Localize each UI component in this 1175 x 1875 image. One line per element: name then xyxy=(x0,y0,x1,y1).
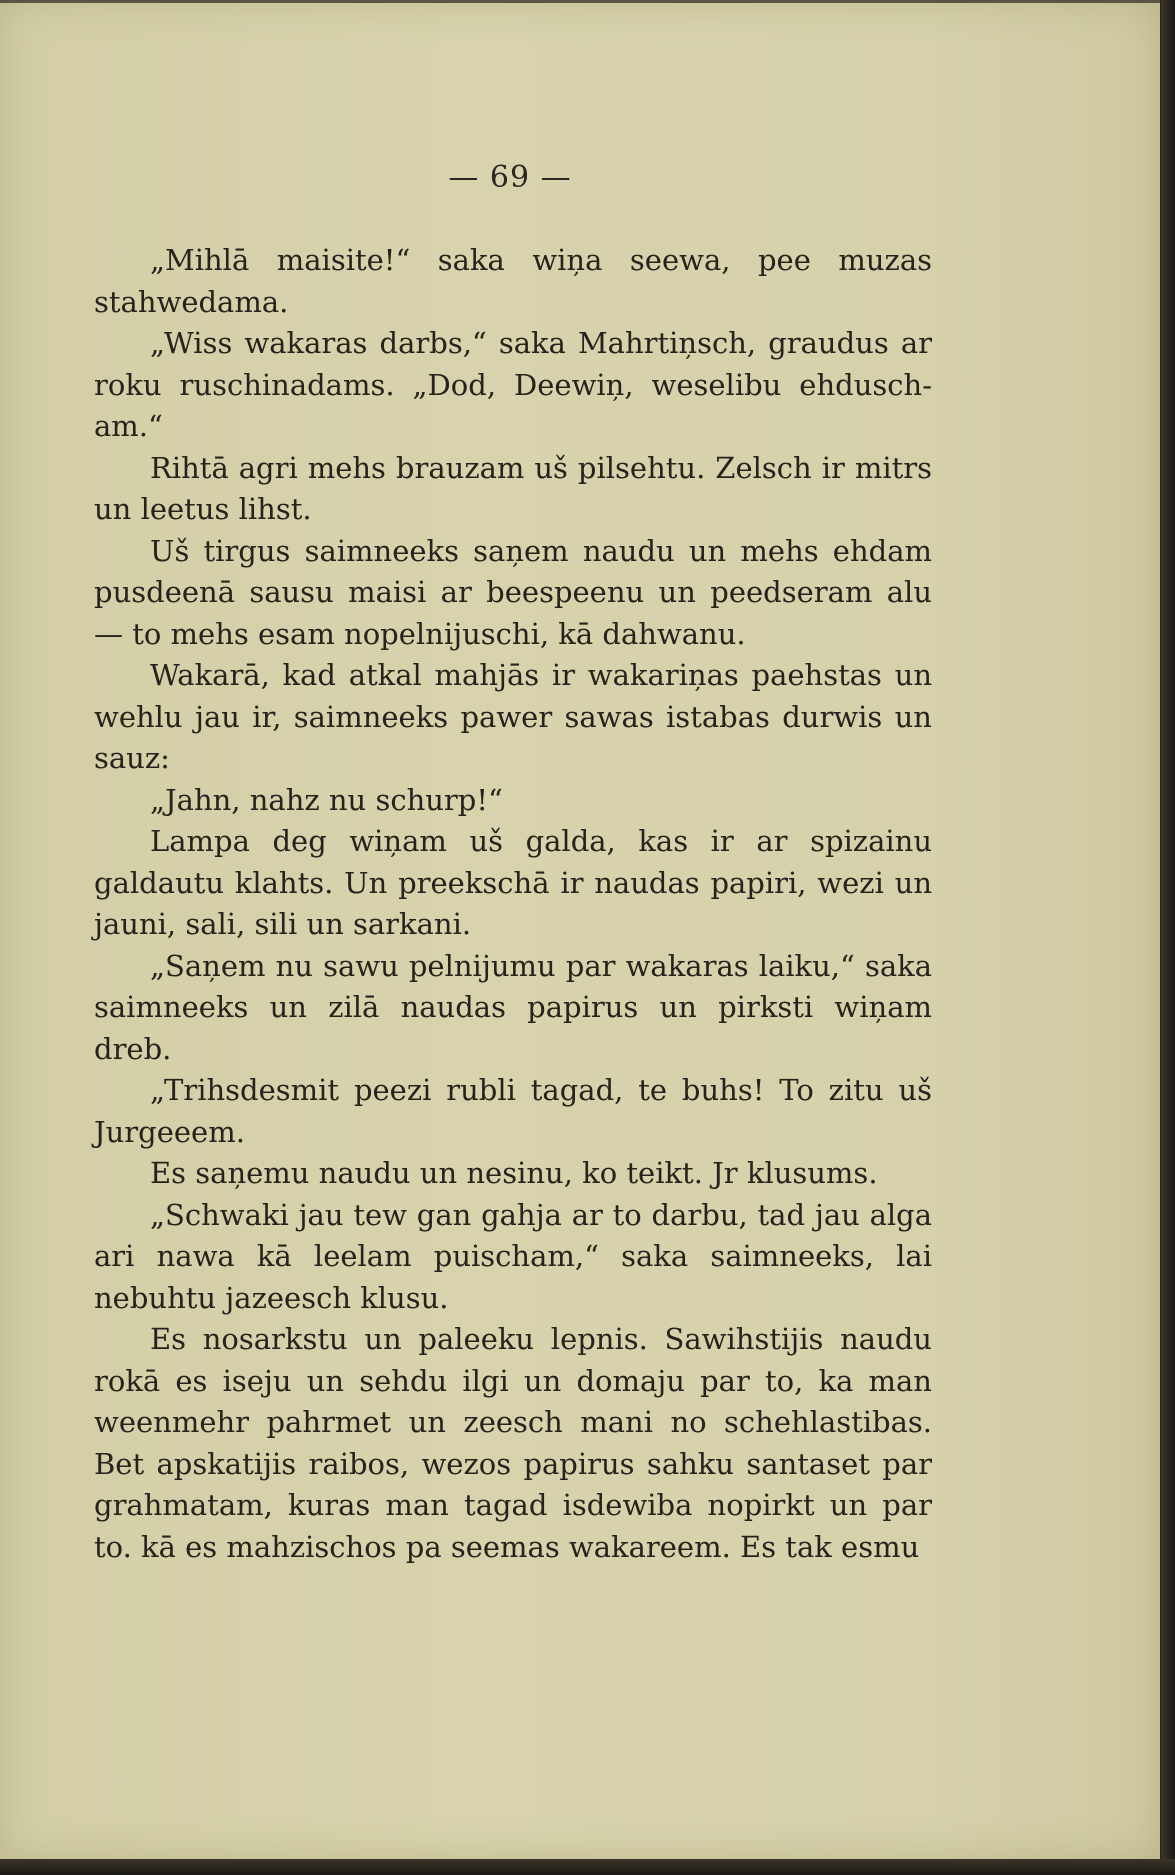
paragraph: „Wiss wakaras darbs,“ saka Mahrtiņsch, graudus ar roku ruschinadams. „Dod, Deewiņ, weselibu ehduscham.“ xyxy=(94,326,932,443)
paragraph: Uš tirgus saimneeks saņem naudu un mehs ehdam pusdeenā sausu maisi ar beespeenu un peedseram alu — to mehs esam nopelnijuschi, kā dahwanu. xyxy=(94,533,932,651)
paragraph: Lampa deg wiņam uš galda, kas ir ar spizainu galdautu klahts. Un preekschā ir naudas papiri, wezi un jauni, sali, sili un sarkani. xyxy=(94,824,932,941)
page-number: — 69 — xyxy=(448,160,572,195)
paragraph: „Jahn, nahz nu schurp!“ xyxy=(150,782,503,817)
paragraph: Rihtā agri mehs brauzam uš pilsehtu. Zelsch ir mitrs un leetus lihst. xyxy=(94,450,932,526)
page-top-border xyxy=(0,0,1160,3)
paragraph: Wakarā, kad atkal mahjās ir wakariņas paehstas un wehlu jau ir, saimneeks pawer sawas istabas durwis un sauz: xyxy=(94,658,932,775)
paragraph: „Mihlā maisite!“ saka wiņa seewa, pee muzas stahwedama. xyxy=(94,243,932,319)
paragraph: „Saņem nu sawu pelnijumu par wakaras laiku,“ saka saimneeks un zilā naudas papirus un pirksti wiņam dreb. xyxy=(94,948,932,1066)
page-bottom-edge xyxy=(0,1859,1175,1875)
paragraph: Es nosarkstu un paleeku lepnis. Sawihstijis naudu rokā es iseju un sehdu ilgi un domaju par to, ka man weenmehr pahrmet un zeesch mani no schehlastibas. Bet apskatijis raibos, wezos papirus sahku santaset par grahmatam, kuras man tagad isdewiba nopirkt un par to. kā es mahzischos pa seemas wakareem. Es tak esmu xyxy=(94,1322,932,1564)
body-text xyxy=(94,240,932,1568)
paragraph: „Trihsdesmit peezi rubli tagad, te buhs! To zitu uš Jurgeeem. xyxy=(94,1073,932,1149)
paragraph: „Schwaki jau tew gan gahja ar to darbu, tad jau alga ari nawa kā leelam puischam,“ saka saimneeks, lai nebuhtu jazeesch klusu. xyxy=(94,1197,932,1315)
paragraph: Es saņemu naudu un nesinu, ko teikt. Jr klusums. xyxy=(150,1156,878,1190)
book-spine-edge xyxy=(1161,0,1175,1875)
